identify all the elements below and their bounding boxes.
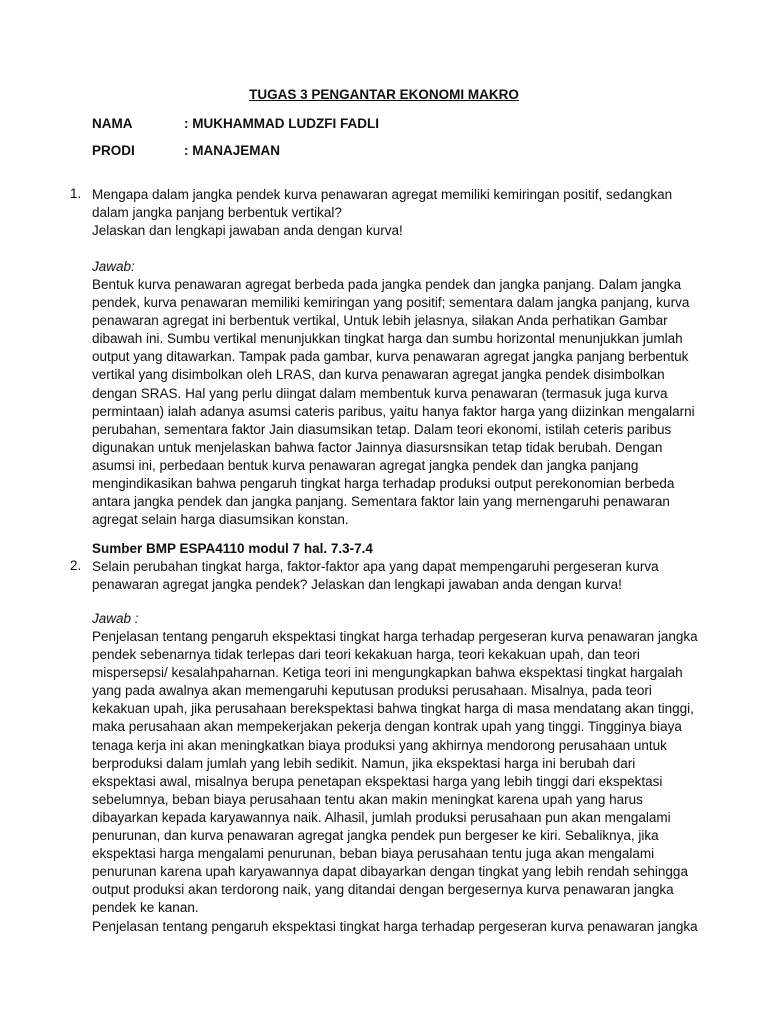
- text-line: maka perusahaan akan mempekerjakan pekerja dengan kontrak upah yang tinggi. Tingginya biaya: [92, 719, 682, 735]
- document-title: TUGAS 3 PENGANTAR EKONOMI MAKRO: [249, 87, 519, 102]
- text-line: agregat selain harga diasumsikan konstan.: [92, 512, 349, 528]
- question-2-text: [92, 558, 692, 594]
- text-line: tenaga kerja ini akan meningkatkan biaya produksi yang akhirnya mendorong perusahaan untuk: [92, 737, 667, 753]
- text-line: mengindikasikan bahwa pengaruh tingkat harga terhadap produksi output perekonomian berbeda: [92, 476, 675, 492]
- text-line: Mengapa dalam jangka pendek kurva penawaran agregat memiliki kemiringan positif, sedangkan: [92, 187, 673, 202]
- text-line: mispersepsi/ kesalahpaharnan. Ketiga teori ini mengungkapkan bahwa ekspektasi tingkat hargalah: [92, 665, 683, 681]
- text-line: Penjelasan tentang pengaruh ekspektasi tingkat harga terhadap pergeseran kurva penawaran jangka: [92, 918, 698, 934]
- text-line: sebelumnya, beban biaya perusahaan tentu akan makin meningkat karena upah yang harus: [92, 791, 643, 807]
- text-line: Penjelasan tentang pengaruh ekspektasi tingkat harga terhadap pergeseran kurva penawaran jangka: [92, 629, 698, 644]
- text-line: pendek, kurva penawaran memiliki kemiringan yang positif; sementara dalam jangka panjang, kurva: [92, 295, 690, 311]
- text-line: yang pada awalnya akan memengaruhi keputusan produksi perusahaan. Misalnya, pada teori: [92, 683, 652, 699]
- text-line: ekspektasi harga mengalami penurunan, beban biaya perusahaan tentu juga akan mengalami: [92, 846, 655, 862]
- text-line: Selain perubahan tingkat harga, faktor-faktor apa yang dapat mempengaruhi pergeseran kurva: [92, 559, 659, 574]
- text-line: berproduksi dalam jumlah yang lebih sedikit. Namun, jika ekspektasi harga ini berubah dari: [92, 755, 636, 771]
- text-line: vertikal yang disimbolkan oleh LRAS, dan kurva penawaran agregat jangka pendek disimbolkan: [92, 367, 665, 383]
- text-line: dengan SRAS. Hal yang perlu diingat dalam membentuk kurva penawaran (termasuk juga kurva: [92, 385, 668, 401]
- text-line: kekakuan upah, jika perusahaan berekspektasi bahwa tingkat harga di masa mendatang akan tinggi,: [92, 701, 694, 717]
- text-line: penurunan karena upah karyawannya dapat dibayarkan dengan tingkat yang lebih rendah sehingga: [92, 864, 688, 880]
- name-value: : MUKHAMMAD LUDZFI FADLI: [184, 116, 379, 131]
- source-reference: Sumber BMP ESPA4110 modul 7 hal. 7.3-7.4: [92, 541, 373, 556]
- text-line: penawaran agregat ini berbentuk vertikal, Untuk lebih jelasnya, silakan Anda perhatikan Gambar: [92, 313, 668, 329]
- prodi-value: : MANAJEMAN: [184, 143, 280, 158]
- name-label: NAMA: [92, 116, 133, 131]
- answer-2-text: [92, 628, 698, 936]
- text-line: perubahan, sementara faktor Jain diasumsikan tetap. Dalam teori ekonomi, istilah ceteris paribus: [92, 421, 672, 437]
- text-line: output produksi akan terdorong naik, yang ditandai dengan bergesernya kurva penawaran jangka: [92, 882, 674, 898]
- text-line: digunakan untuk menjelaskan bahwa factor Jainnya diasursnsikan tetap tidak berubah. Dengan: [92, 439, 663, 455]
- text-line: dibawah ini. Sumbu vertikal menunjukkan tingkat harga dan sumbu horizontal menunjukkan jumlah: [92, 331, 683, 347]
- answer-2-label: Jawab :: [92, 611, 139, 626]
- text-line: dalam jangka panjang berbentuk vertikal?: [92, 205, 342, 221]
- text-line: Jelaskan dan lengkapi jawaban anda dengan kurva!: [92, 223, 403, 239]
- text-line: pendek ke kanan.: [92, 900, 199, 916]
- text-line: Bentuk kurva penawaran agregat berbeda pada jangka pendek dan jangka panjang. Dalam jangka: [92, 277, 682, 292]
- text-line: ekspektasi awal, misalnya berupa penetapan ekspektasi harga yang lebih tinggi dari ekspektasi: [92, 773, 663, 789]
- question-2-number: 2.: [70, 558, 82, 573]
- answer-1-text: [92, 276, 695, 529]
- question-1-number: 1.: [70, 186, 82, 201]
- text-line: penawaran agregat jangka pendek? Jelaskan dan lengkapi jawaban anda dengan kurva!: [92, 577, 622, 593]
- prodi-label: PRODI: [92, 143, 135, 158]
- name-row: [92, 116, 379, 131]
- text-line: permintaan) ialah adanya asumsi cateris paribus, yaitu hanya faktor harga yang diizinkan mengalarni: [92, 403, 695, 419]
- text-line: dibayarkan kepada karyawannya naik. Alhasil, jumlah produksi perusahaan pun akan mengalami: [92, 809, 671, 825]
- text-line: asumsi ini, perbedaan bentuk kurva penawaran agregat jangka pendek dan jangka panjang: [92, 457, 639, 473]
- text-line: pendek sebenarnya tidak terlepas dari teori kekakuan harga, teori kekakuan upah, dan teori: [92, 647, 640, 663]
- text-line: penurunan, dan kurva penawaran agregat jangka pendek pun bergeser ke kiri. Sebaliknya, jika: [92, 828, 659, 844]
- prodi-row: [92, 143, 280, 158]
- question-1-text: [92, 186, 692, 240]
- text-line: antara jangka pendek dan jangka panjang. Sementara faktor lain yang mernengaruhi penawaran: [92, 494, 670, 510]
- text-line: output yang ditawarkan. Tampak pada gambar, kurva penawaran agregat jangka panjang berbentuk: [92, 349, 689, 365]
- answer-1-label: Jawab:: [92, 259, 135, 274]
